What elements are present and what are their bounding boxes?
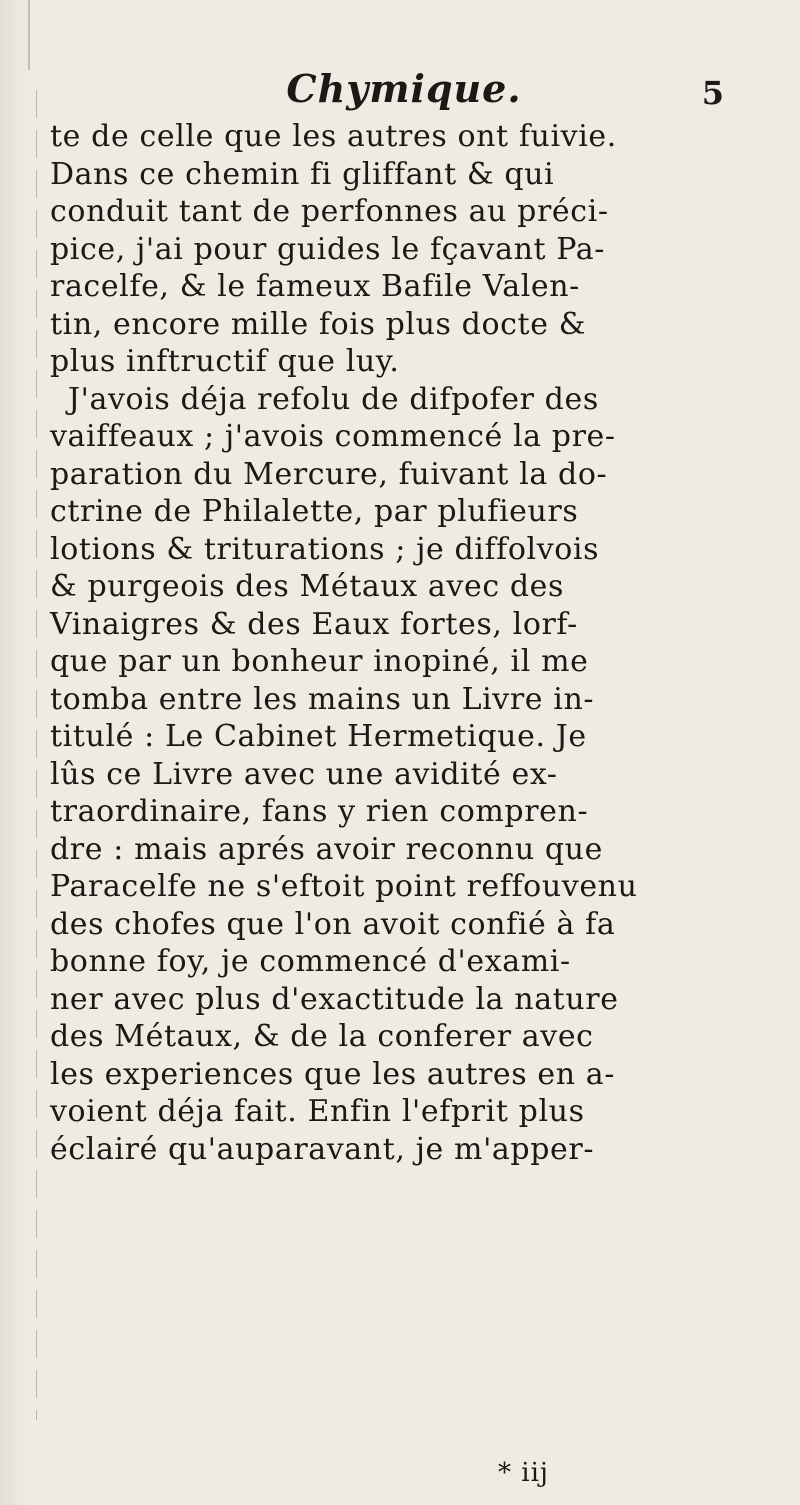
text-line: des Métaux, & de la conferer avec: [50, 1019, 594, 1054]
text-line: tin, encore mille fois plus docte &: [50, 306, 586, 342]
text-line: tomba entre les mains un Livre in-: [50, 681, 595, 717]
text-line: voient déja fait. Enfin l'efprit plus: [50, 1094, 585, 1129]
text-line: & purgeois des Métaux avec des: [50, 569, 565, 604]
text-line: que par un bonheur inopiné, il me: [50, 644, 589, 679]
text-line: titulé : Le Cabinet Hermetique. Je: [50, 719, 587, 754]
page-number: 5: [701, 74, 724, 112]
text-line: pice, j'ai pour guides le fçavant Pa-: [50, 231, 605, 267]
text-line: Dans ce chemin fi gliffant & qui: [50, 156, 555, 192]
text-line: bonne foy, je commencé d'exami-: [50, 944, 571, 979]
text-line: dre : mais aprés avoir reconnu que: [50, 831, 603, 867]
binding-edge: [36, 90, 37, 1420]
page-gutter: [0, 0, 34, 1505]
text-line: J'avois déja refolu de difpofer des: [68, 381, 599, 417]
text-line: racelfe, & le fameux Bafile Valen-: [50, 269, 580, 304]
running-title: Chymique.: [286, 66, 522, 111]
gutter-rule: [28, 0, 30, 70]
page-header: [48, 66, 760, 116]
text-line: ctrine de Philalette, par plufieurs: [50, 494, 579, 529]
text-line: éclairé qu'auparavant, je m'apper-: [50, 1131, 595, 1167]
text-line: les experiences que les autres en a-: [50, 1056, 616, 1092]
text-line: traordinaire, fans y rien compren-: [50, 794, 589, 829]
text-line: plus inftructif que luy.: [50, 344, 400, 379]
body-text: [50, 118, 740, 1168]
text-line: des chofes que l'on avoit confié à fa: [50, 906, 616, 942]
signature-mark: * iij: [498, 1458, 549, 1488]
text-line: conduit tant de perfonnes au préci-: [50, 194, 609, 229]
text-line: te de celle que les autres ont fuivie.: [50, 119, 617, 154]
text-line: ner avec plus d'exactitude la nature: [50, 981, 619, 1017]
text-line: vaiffeaux ; j'avois commencé la pre-: [50, 419, 616, 454]
text-line: Vinaigres & des Eaux fortes, lorf-: [50, 606, 578, 642]
text-line: lotions & triturations ; je diffolvois: [50, 531, 600, 567]
text-line: lûs ce Livre avec une avidité ex-: [50, 756, 558, 792]
text-line: Paracelfe ne s'eftoit point reffouvenu: [50, 869, 638, 904]
text-line: paration du Mercure, fuivant la do-: [50, 456, 608, 492]
